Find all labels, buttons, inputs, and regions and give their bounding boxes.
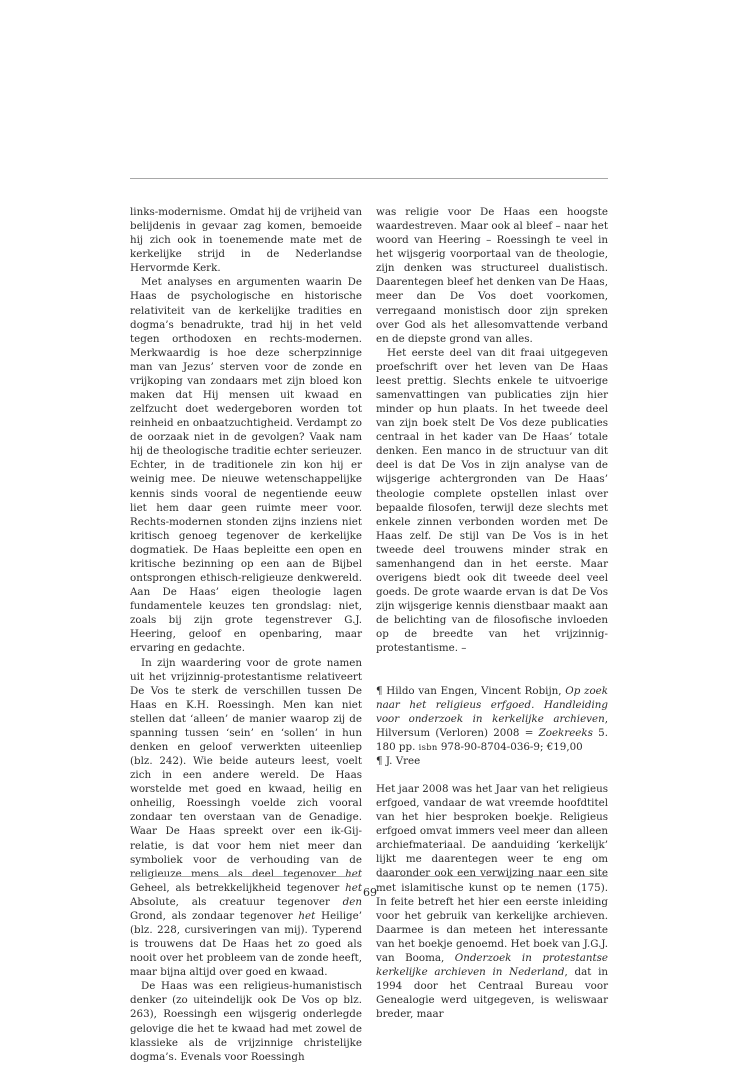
left-paragraph-4: De Haas was een religieus-humanistisch denker (zo uiteindelijk ook De Vos op blz. 263), Roessingh een wijsgerig onderlegde gelovige die het te kwaad had met zowel de klassieke als de vrijzinnige christelijke dogma’s. Evenals voor Roessingh [130,980,362,1063]
right-paragraph-2: Het eerste deel van dit fraai uitgegeven proefschrift over het leven van De Haas leest prettig. Slechts enkele te uitvoerige samenvattingen van publicaties zijn hier minder op hun plaats. In het tweede deel van zijn boek stelt De Vos deze publicaties centraal in het kader van De Haas’ totale denken. Een manco in de structuur van dit deel is dat De Vos in zijn analyse van de wijsgerige achtergronden van De Haas’ theologie complete opstellen inlast over bepaalde filosofen, terwijl deze slechts met enkele zinnen verbonden worden met De Haas zelf. De stijl van De Vos is in het tweede deel trouwens minder strak en samenhangend dan in het eerste. Maar overigens biedt ook dit tweede deel veel goeds. De grote waarde ervan is dat De Vos zijn wijsgerige kennis dienstbaar maakt aan de belichting van de filosofische invloeden op de breedte van het vrijzinnig-protestantisme. – [376,346,608,655]
ref-publisher: , Hilversum (Verloren) 2008 = [376,712,608,739]
right-paragraph-3 [376,782,608,1021]
reviewer: ¶ J. Vree [376,754,421,767]
ref-authors: ¶ Hildo van Engen, Vincent Robijn, [376,684,566,697]
left-paragraph-1: links-modernisme. Omdat hij de vrijheid van belijdenis in gevaar zag komen, bemoeide hij zich ook in toenemende mate met de kerkelijke strijd in de Nederlandse Hervormde Kerk. [130,206,362,275]
ref-pages: 5. 180 pp. [376,726,608,753]
italic-word: het [345,881,362,894]
left-paragraph-2: Met analyses en argumenten waarin De Haas de psychologische en historische relativiteit van de kerkelijke tradities en dogma’s benadrukte, trad hij in het veld tegen orthodoxen en rechts-modernen. Merkwaardig is hoe deze scherpzinnige man van Jezus’ sterven voor de zonde en vrijkoping van zondaars met zijn bloed kon maken dat Hij mensen uit kwaad en zelfzucht doet wedergeboren worden tot reinheid en onbaatzuchtigheid. Verdampt zo de oorzaak niet in de gevolgen? Vaak nam hij de theologische traditie echter serieuzer. Echter, in de traditionele zin kon hij er weinig mee. De nieuwe wetenschappelijke kennis sinds vooral de negentiende eeuw liet hem daar geen ruimte meer voor. Rechts-modernen stonden zijns inziens niet kritisch genoeg tegenover de kerkelijke dogmatiek. De Haas bepleitte een open en kritische bezinning op een aan de Bijbel ontsprongen ethisch-religieuze denkwereld. Aan De Haas’ eigen theologie lagen fundamentele keuzes ten grondslag: niet, zoals bij zijn grote tegenstrever G.J. Heering, geloof en openbaring, maar ervaring en gedachte. [130,276,362,655]
text-run: Heilige’ (blz. 228, cursiveringen van mij). Typerend is trouwens dat De Haas het zo goed als nooit over het probleem van de zonde heeft, maar bijna altijd over goed en kwaad. [130,909,362,979]
text-run: In zijn waardering voor de grote namen uit het vrijzinnig-protestantisme relativeert De Vos te sterk de verschillen tussen De Haas en K.H. Roessingh. Men kan niet stellen dat ‘alleen’ de manier waarop zij de spanning tussen ‘sein’ en ‘sollen’ in hun denken en geloof verwerkten uiteenliep (blz. 242). Wie beide auteurs leest, voelt zich in een andere wereld. De Haas worstelde met goed en kwaad, heilig en onheilig, Roessingh voelde zich vooral zondaar ten overstaan van de Genadige. Waar De Haas spreekt over een ik-Gij-relatie, is dat voor hem niet meer dan symboliek voor de verhouding van de religieuze mens als deel tegenover [130,656,362,880]
footer-rule-left [130,876,360,877]
text-run: Het jaar 2008 was het Jaar van het religieus erfgoed, vandaar de wat vreemde hoofdtitel van het hier besproken boekje. Religieus erfgoed omvat immers veel meer dan alleen archiefmateriaal. De aanduiding ‘kerkelijk’ lijkt me daarentegen weer te eng om daaronder ook een verwijzing naar een site met islamitische kunst op te nemen (175). In feite betreft het hier een eerste inleiding voor het gebruik van kerkelijke archieven. Daarmee is dan meteen het interessante van het boekje genoemd. Het boek van J.G.J. van Booma, [376,782,608,964]
text-run: Grond, als zondaar tegenover [130,909,299,922]
left-column [130,205,362,1064]
ref-isbn: 978-90-8704-036-9; €19,00 [437,740,583,753]
page-number: 69 [363,886,377,899]
left-paragraph-3 [130,656,362,980]
book-reference [376,684,608,754]
right-paragraph-1: was religie voor De Haas een hoogste waardestreven. Maar ook al bleef – naar het woord van Heering – Roessingh te veel in het wijsgerig voorportaal van de theologie, zijn denken was structureel dualistisch. Daarentegen bleef het denken van De Haas, meer dan De Vos doet voorkomen, verregaand monistisch door zijn spreken over God als het allesomvattende verband en de diepste grond van alles. [376,206,608,345]
right-column [376,205,608,1021]
footer-rule-right [378,876,608,877]
italic-word: den [342,895,362,908]
italic-word: het [345,867,362,880]
text-run: , dat in 1994 door het Centraal Bureau voor Genealogie werd uitgegeven, is weliswaar breder, maar [376,965,608,1021]
ref-title: Op zoek naar het religieus erfgoed. Handleiding voor onderzoek in kerkelijke archieven [376,684,608,725]
italic-title: Onderzoek in protestantse kerkelijke archieven in Nederland [376,951,609,978]
header-rule [130,178,608,179]
text-run: Absolute, als creatuur tegenover [130,895,343,908]
ref-series: Zoekreeks [538,726,593,739]
text-run: Geheel, als betrekkelijkheid tegenover [130,881,346,894]
italic-word: het [298,909,316,922]
ref-isbn-label: isbn [418,741,438,752]
